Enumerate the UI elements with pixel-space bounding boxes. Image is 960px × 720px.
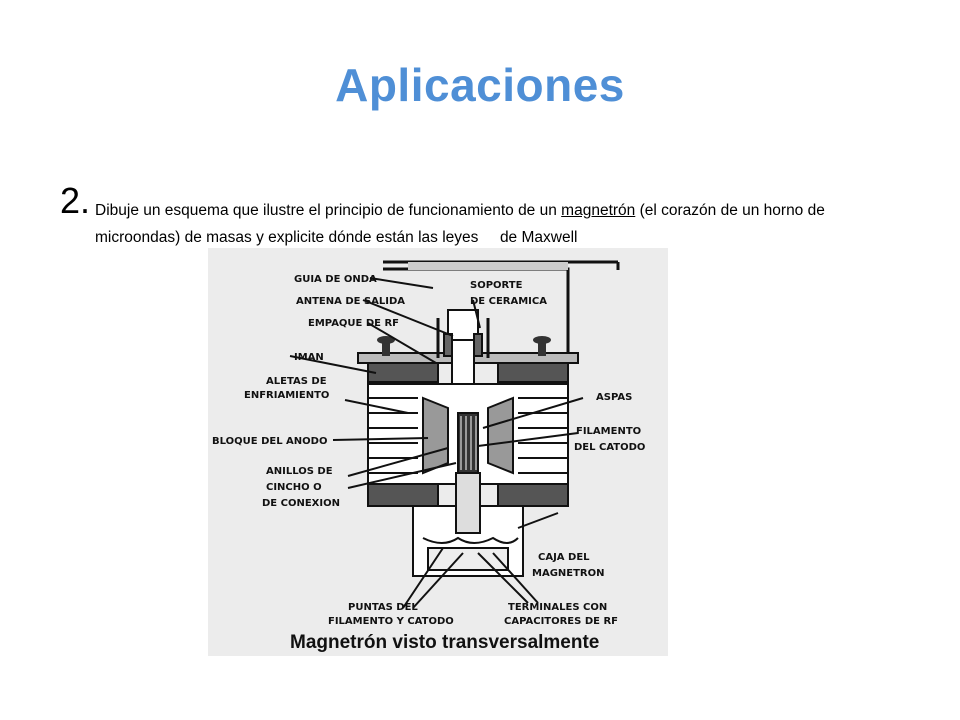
magnet-bottom-right [498, 484, 568, 506]
label-guia: GUIA DE ONDA [294, 274, 377, 285]
label-filamento-2: DEL CATODO [574, 442, 646, 453]
label-bloque: BLOQUE DEL ANODO [212, 436, 328, 447]
question-number: 2. [60, 180, 91, 221]
label-anillos-3: DE CONEXION [262, 498, 340, 509]
label-antena: ANTENA DE SALIDA [296, 296, 406, 307]
label-anillos-2: CINCHO O [266, 482, 322, 493]
waveguide [383, 262, 618, 356]
label-caja-2: MAGNETRON [532, 568, 605, 579]
label-empaque: EMPAQUE DE RF [308, 318, 400, 329]
magnet-bottom-left [368, 484, 438, 506]
label-caja-1: CAJA DEL [538, 552, 590, 563]
label-terminales-1: TERMINALES CON [508, 602, 608, 613]
label-anillos-1: ANILLOS DE [266, 466, 333, 477]
label-aletas-1: ALETAS DE [266, 376, 327, 387]
label-soporte-1: SOPORTE [470, 280, 523, 291]
label-iman: IMAN [294, 352, 324, 363]
label-puntas-1: PUNTAS DEL [348, 602, 418, 613]
magnetron-diagram [208, 248, 668, 656]
label-aletas-2: ENFRIAMIENTO [244, 390, 330, 401]
slide-title: Aplicaciones [335, 59, 625, 111]
label-soporte-2: DE CERAMICA [470, 296, 547, 307]
magnetron-link[interactable]: magnetrón [561, 202, 636, 219]
diagram-caption: Magnetrón visto transversalmente [290, 632, 600, 653]
label-puntas-2: FILAMENTO Y CATODO [328, 616, 454, 627]
question-text-part1: Dibuje un esquema que ilustre el principio de funcionamiento de un [95, 202, 562, 219]
question-text-part2: (el corazón de un horno de microondas) de masas y explicite dónde están las leyes [95, 202, 825, 246]
question-text-part3: de Maxwell [499, 229, 578, 246]
label-terminales-2: CAPACITORES DE RF [504, 616, 618, 627]
magnetron-svg [208, 248, 668, 656]
label-filamento-1: FILAMENTO [576, 426, 642, 437]
question-text [95, 197, 895, 251]
label-aspas: ASPAS [596, 392, 633, 403]
